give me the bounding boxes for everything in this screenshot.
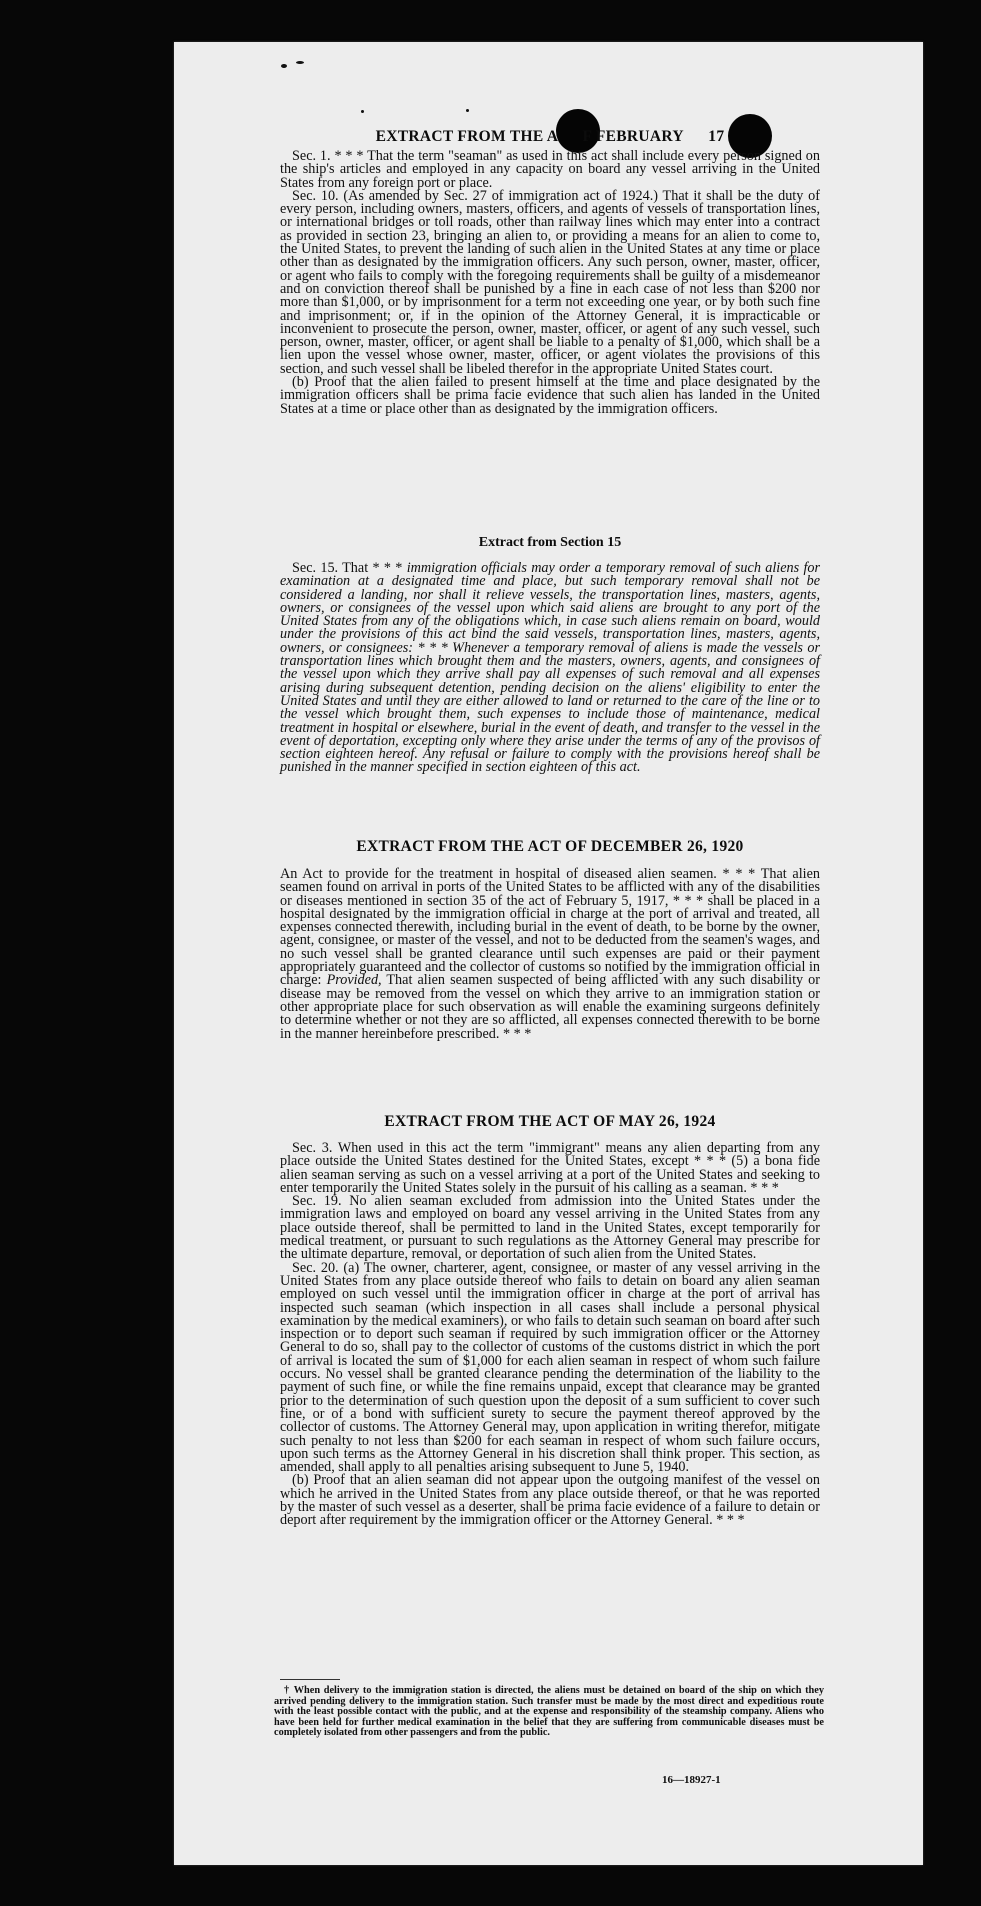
paragraph-sec-20b: (b) Proof that an alien seaman did not appear upon the outgoing manifest of the vessel on which he arrived in the United States from any place outside thereof, or that he was reported by the master of such vessel as a deserter, shall be prima facie evidence of a failure to detain or deport after requirement by the immigration officer or the Attorney General. * * *	[280, 1472, 820, 1529]
paragraph-sec-19: Sec. 19. No alien seaman excluded from admission into the United States under the immigration laws and employed on board any vessel arriving in the United States from any place outside thereof, shall be permitted to land in the United States, except temporarily for medical treatment, or pursuant to such regulations as the Attorney General may prescribe for the ultimate departure, removal, or deportation of such alien from the United States.	[280, 1193, 820, 1263]
heading-act-february: EXTRACT FROM THE A F FEBRUARY 17	[375, 128, 725, 145]
section-act-december	[280, 868, 820, 1041]
sec-15-body: immigration officials may order a temporary removal of such aliens for examination at a designated time and place, but such temporary removal shall not be considered a landing, nor shall it relieve vessels, the transportation lines, masters, agents, owners, or consignees of the vessel upon which said aliens are brought to any port of the United States from any of the obligations which, in case such aliens remain on board, would under the provisions of this act bind the said vessels, transportation lines, masters, agents, owners, or consignees: * * * Whenever a temporary removal of aliens is made the vessels or transportation lines which brought them and the masters, owners, agents, and consignees of the vessel upon which they arrive shall pay all expenses of such removal and all expenses arising during subsequent detention, pending decision on the aliens' eligibility to enter the United States and until they are either allowed to land or returned to the care of the line or to the vessel which brought them, such expenses to include those of maintenance, medical treatment in hospital or elsewhere, burial in the event of death, and transfer to the vessel in the event of deportation, excepting only where they arise under the terms of any of the provisos of section eighteen hereof. Any refusal or failure to comply with the provisions hereof shall be punished in the manner specified in section eighteen of this act.	[280, 560, 820, 776]
footnote-rule	[280, 1679, 340, 1680]
heading-section-15: Extract from Section 15	[478, 535, 622, 550]
scan-speck	[296, 61, 304, 64]
paragraph-sec-15	[280, 562, 820, 775]
form-number: 16—18927-1	[662, 1774, 721, 1786]
paragraph-sec-20a: Sec. 20. (a) The owner, charterer, agent, consignee, or master of any vessel arriving in the United States from any place outside thereof who fails to detain on board any alien seaman employed on such vessel until the immigration officer in charge at the port of arrival has inspected such seaman (which inspection in all cases shall include a personal physical examination by the medical examiners), or who fails to detain such seaman on board after such inspection or to deport such seaman if required by such immigration officer or the Attorney General to do so, shall pay to the collector of customs of the customs district in which the port of arrival is located the sum of $1,000 for each alien seaman in respect of whom such failure occurs. No vessel shall be granted clearance pending the determination of the liability to the payment of such fine, or while the fine remains unpaid, except that clearance may be granted prior to the determination of such question upon the deposit of a sum sufficient to cover such fine, or of a bond with sufficient surety to secure the payment thereof approved by the collector of customs. The Attorney General may, upon application in writing therefor, mitigate such penalty to not less than $200 for each seaman in respect of whom such failure occurs, upon such terms as the Attorney General in his discretion shall think proper. This section, as amended, shall apply to all penalties arising subsequent to June 5, 1940.	[280, 1259, 820, 1476]
section-act-february	[280, 150, 820, 416]
section-15	[280, 562, 820, 775]
paragraph-sec-3: Sec. 3. When used in this act the term "immigrant" means any alien departing from any place outside the United States destined for the United States, except * * * (5) a bona fide alien seaman serving as such on a vessel arriving at a port of the United States and seeking to enter temporarily the United States solely in the pursuit of his calling as a seaman. * * *	[280, 1140, 820, 1196]
paragraph-sec-10: Sec. 10. (As amended by Sec. 27 of immigration act of 1924.) That it shall be the duty of every person, including owners, masters, officers, and agents of vessels of transportation lines, or international bridges or toll roads, other than railway lines which may enter into a contract as provided in section 23, bringing an alien to, or providing a means for an alien to come to, the United States, to prevent the landing of such alien in the United States at any time or place other than as designated by the immigration officers. Any such person, owner, master, officer, or agent who fails to comply with the foregoing requirements shall be guilty of a misdemeanor and on conviction thereof shall be punished by a fine in each case of not less than $200 nor more than $1,000, or by imprisonment for a term not exceeding one year, or by both such fine and imprisonment; or, if in the opinion of the Attorney General, it is impracticable or inconvenient to prosecute the person, owner, master, officer, or agent of any such vessel, such person, owner, master, officer, or agent shall be liable to a penalty of $1,000, which shall be a lien upon the vessel whose owner, master, officer, or agent violates the provisions of this section, and such vessel shall be libeled therefor in the appropriate United States court.	[280, 187, 820, 377]
heading-act-may-1924: EXTRACT FROM THE ACT OF MAY 26, 1924	[384, 1113, 716, 1130]
paragraph-proof-b: (b) Proof that the alien failed to present himself at the time and place designated by the immigration officers shall be prima facie evidence that such alien has landed in the United States at a time or place other than as designated by the immigration officers.	[280, 374, 820, 417]
document-page	[174, 42, 923, 1865]
section-act-may	[280, 1142, 820, 1528]
paragraph-sec-1: Sec. 1. * * * That the term "seaman" as used in this act shall include every person signed on the ship's articles and employed in any capacity on board any vessel arriving in the United States from any foreign port or place.	[280, 148, 820, 191]
footnote: † When delivery to the immigration station is directed, the aliens must be detained on board of the ship on which they arrived pending delivery to the immigration station. Such transfer must be made by the most direct and expeditious route with the least possible contact with the public, and at the expense and responsibility of the steamship company. Aliens who have been held for further medical examination in the belief that they are suffering from communicable diseases must be completely isolated from other passengers and from the public.	[274, 1685, 824, 1739]
heading-act-december-1920: EXTRACT FROM THE ACT OF DECEMBER 26, 1920	[356, 838, 744, 855]
scan-speck	[466, 109, 469, 112]
scan-speck	[361, 110, 364, 113]
sec-15-lead: Sec. 15. That * * *	[292, 560, 407, 576]
scan-speck	[281, 64, 287, 68]
act-1920-part-2: That alien seamen suspected of being afflicted with any such disability or disease may be removed from the vessel on which they arrive to an immigration station or other appropriate place for such observation as will enable the examining surgeons definitely to determine whether or not they are so afflicted, all expenses connected therewith to be borne in the manner hereinbefore prescribed. * * *	[280, 972, 820, 1042]
act-1920-proviso: Provided,	[326, 972, 382, 989]
paragraph-act-1920	[280, 868, 820, 1041]
act-1920-part-1: An Act to provide for the treatment in hospital of diseased alien seamen. * * * That alien seamen found on arrival in ports of the United States to be afflicted with any of the disabilities or diseases mentioned in section 35 of the act of February 5, 1917, * * * shall be placed in a hospital designated by the immigration official in charge at the port of arrival and treated, all expenses connected therewith, including burial in the event of death, to be borne by the owner, agent, consignee, or master of the vessel, and not to be deducted from the seamen's wages, and no such vessel shall be granted clearance until such expenses are paid or their payment appropriately guaranteed and the collector of customs so notified by the immigration official in charge:	[280, 866, 820, 989]
